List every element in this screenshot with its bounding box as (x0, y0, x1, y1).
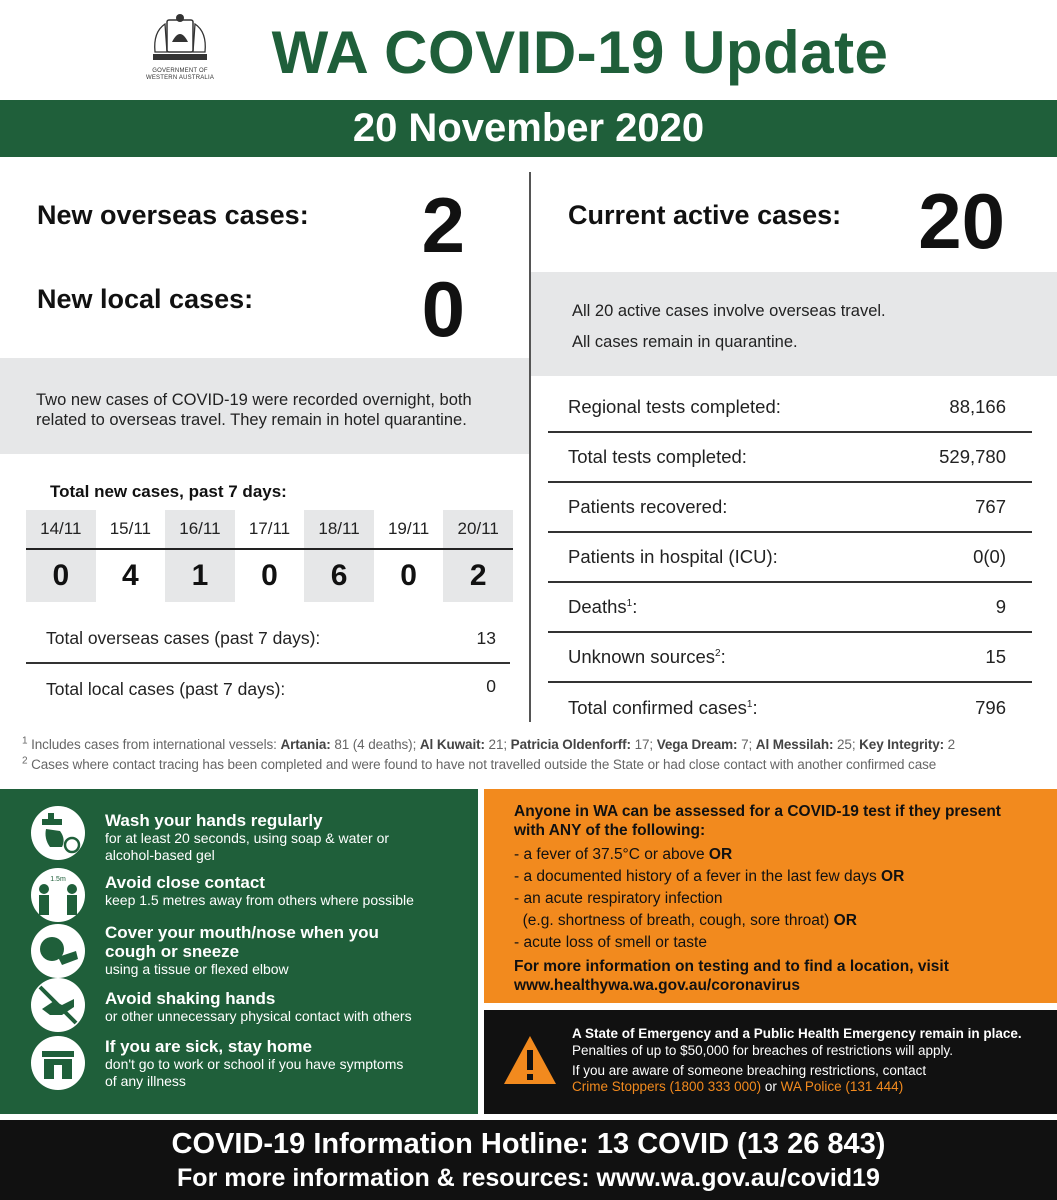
advice-contact (105, 873, 414, 909)
advice-panel (0, 789, 478, 1114)
testing-panel (484, 789, 1057, 1003)
stat-label: Total tests completed: (568, 446, 747, 467)
divider (548, 681, 1032, 683)
new-overseas-label: New overseas cases: (37, 200, 309, 230)
seven-day-values (26, 550, 513, 602)
emergency-contacts (572, 1079, 903, 1095)
new-local-value: 0 (421, 265, 465, 353)
stat-value: 9 (995, 596, 1006, 617)
advice-title: Avoid shaking hands (105, 989, 276, 1008)
day-value: 1 (165, 550, 235, 602)
local-7day-label: Total local cases (past 7 days): (46, 679, 286, 699)
stat-label: Deaths (568, 596, 627, 617)
stat-label: Unknown sources (568, 646, 716, 667)
advice-sub: keep 1.5 metres away from others where possible (105, 892, 414, 908)
or-word: or (761, 1079, 781, 1094)
wash-hands-icon (28, 803, 88, 863)
coat-of-arms-icon (145, 12, 215, 68)
testing-link[interactable]: www.healthywa.wa.gov.au/coronavirus (514, 977, 800, 994)
stat-value: 796 (975, 697, 1006, 718)
column-divider (529, 172, 531, 722)
hotline-footer (0, 1120, 1057, 1200)
advice-title: Cover your mouth/nose when you (105, 923, 379, 942)
vessel-count: 81 (4 deaths); (330, 737, 417, 752)
seven-day-title: Total new cases, past 7 days: (50, 482, 287, 501)
or-word: OR (708, 846, 733, 863)
symptom-item: - acute loss of smell or taste (514, 934, 707, 951)
day-date: 17/11 (248, 519, 291, 538)
stat-value: 529,780 (939, 446, 1006, 467)
advice-sub: for at least 20 seconds, using soap & water or (105, 830, 390, 846)
footnote-text: Includes cases from international vessels: (31, 737, 281, 752)
date-banner: 20 November 2020 (0, 100, 1057, 157)
stat-label: Total confirmed cases (568, 697, 747, 718)
day-date: 18/11 (304, 510, 374, 548)
testing-more-info: For more information on testing and to find a location, visit (514, 958, 949, 975)
colon: : (632, 596, 638, 617)
symptom-item: - an acute respiratory infection (514, 890, 723, 907)
new-local-label: New local cases: (37, 284, 254, 314)
more-info-link[interactable]: For more information & resources: www.wa.gov.au/covid19 (177, 1164, 880, 1192)
stat-row-regional (548, 396, 1032, 418)
stat-value: 88,166 (949, 396, 1006, 417)
emergency-line-2: Penalties of up to $50,000 for breaches of restrictions will apply. (572, 1043, 953, 1058)
vessel-name: Vega Dream: (656, 737, 738, 752)
overseas-7day-value: 13 (476, 628, 496, 648)
crest-line-2: WESTERN AUSTRALIA (145, 75, 215, 81)
stat-row-hospital (548, 546, 1032, 568)
emergency-line-3: If you are aware of someone breaching restrictions, contact (572, 1063, 927, 1078)
symptom-item (514, 910, 1057, 932)
vessel-count: 17; (630, 737, 654, 752)
colon: : (720, 646, 726, 667)
cough-icon (28, 921, 88, 981)
day-value: 0 (261, 559, 278, 592)
home-icon (28, 1033, 88, 1093)
seven-day-dates (26, 510, 513, 548)
day-value: 6 (304, 550, 374, 602)
footnote-number: 1 (22, 735, 28, 747)
no-handshake-icon (28, 975, 88, 1035)
stat-row-recovered (548, 496, 1032, 518)
page-title: WA COVID-19 Update (271, 19, 889, 86)
stat-value: 15 (985, 646, 1006, 667)
cases-summary-box (0, 358, 530, 454)
active-cases-label: Current active cases: (568, 200, 842, 230)
vessel-count: 7; (737, 737, 753, 752)
warning-icon (502, 1034, 558, 1086)
active-notes-box (531, 272, 1057, 376)
symptom-text: - a documented history of a fever in the last few days (514, 868, 882, 885)
local-7day-row (26, 676, 510, 700)
footnote-marker: 1 (626, 597, 633, 609)
advice-sub: using a tissue or flexed elbow (105, 961, 289, 977)
testing-heading: with ANY of the following: (514, 822, 706, 839)
emergency-panel (484, 1010, 1057, 1114)
advice-title: Wash your hands regularly (105, 811, 323, 830)
footnote-number: 2 (22, 755, 28, 767)
symptom-text: (e.g. shortness of breath, cough, sore throat) (514, 912, 834, 929)
advice-wash (105, 811, 389, 864)
seven-day-table (26, 510, 513, 602)
footnote-marker: 1 (746, 698, 753, 710)
wa-police-link[interactable]: WA Police (131 444) (780, 1079, 904, 1094)
vessel-count: 2 (944, 737, 956, 752)
day-value: 4 (122, 559, 139, 592)
divider (548, 431, 1032, 433)
vessel-name: Al Kuwait: (419, 737, 485, 752)
active-note-2: All cases remain in quarantine. (572, 333, 798, 351)
distance-label: 1.5m (50, 876, 66, 883)
overseas-7day-row (26, 628, 510, 649)
advice-title: Avoid close contact (105, 873, 265, 892)
government-crest (140, 12, 220, 92)
crime-stoppers-link[interactable]: Crime Stoppers (1800 333 000) (572, 1079, 762, 1094)
stat-value: 767 (975, 496, 1006, 517)
advice-title: cough or sneeze (105, 942, 240, 961)
hotline-text: COVID-19 Information Hotline: 13 COVID (13 26 843) (171, 1128, 886, 1160)
day-date: 19/11 (387, 519, 430, 538)
overseas-7day-label: Total overseas cases (past 7 days): (46, 628, 321, 648)
symptom-item (514, 844, 1057, 866)
footnote-marker: 2 (715, 647, 721, 659)
divider (548, 631, 1032, 633)
colon: : (752, 697, 758, 718)
day-date: 14/11 (26, 510, 96, 548)
divider (548, 531, 1032, 533)
new-overseas-value: 2 (421, 181, 465, 269)
stat-row-total-tests (548, 446, 1032, 468)
stat-label: Regional tests completed: (568, 396, 781, 417)
vessel-count: 21; (484, 737, 508, 752)
day-value: 2 (443, 550, 513, 602)
day-value: 0 (400, 559, 417, 592)
symptom-text: - a fever of 37.5°C or above (514, 846, 709, 863)
distance-icon (28, 865, 88, 925)
day-value: 0 (26, 550, 96, 602)
stat-label: Patients in hospital (ICU): (568, 546, 778, 567)
advice-sub: or other unnecessary physical contact with others (105, 1008, 412, 1024)
vessel-name: Patricia Oldenforff: (510, 737, 631, 752)
crest-line-1: GOVERNMENT OF (152, 68, 208, 74)
stat-value: 0(0) (973, 546, 1006, 567)
day-date: 15/11 (109, 519, 151, 538)
divider (548, 481, 1032, 483)
active-note-1: All 20 active cases involve overseas travel. (572, 302, 886, 320)
active-cases-value: 20 (918, 177, 1005, 265)
footnote-2 (22, 757, 936, 772)
cases-summary-text: Two new cases of COVID-19 were recorded overnight, both related to overseas travel. They remain in hotel quarantine. (36, 391, 472, 429)
day-date: 20/11 (443, 510, 513, 548)
vessel-name: Al Messilah: (755, 737, 834, 752)
footnote-1 (22, 737, 955, 752)
advice-handshake (105, 989, 412, 1025)
vessel-name: Artania: (280, 737, 331, 752)
advice-stay-home (105, 1037, 403, 1090)
advice-cover (105, 923, 379, 978)
emergency-line-1: A State of Emergency and a Public Health Emergency remain in place. (572, 1026, 1022, 1041)
stat-row-unknown (548, 646, 1032, 668)
stat-row-deaths (548, 596, 1032, 618)
or-word: OR (833, 912, 857, 929)
local-7day-value: 0 (486, 676, 496, 696)
day-date: 16/11 (165, 510, 235, 548)
stat-row-confirmed (548, 697, 1032, 719)
advice-sub: don't go to work or school if you have symptoms (105, 1056, 404, 1072)
advice-sub: alcohol-based gel (105, 847, 215, 863)
vessel-count: 25; (833, 737, 856, 752)
vessel-name: Key Integrity: (859, 737, 945, 752)
advice-title: If you are sick, stay home (105, 1037, 312, 1056)
stat-label: Patients recovered: (568, 496, 728, 517)
divider (26, 662, 510, 664)
testing-heading: Anyone in WA can be assessed for a COVID-19 test if they present (514, 803, 1001, 820)
symptom-item (514, 866, 1057, 888)
advice-sub: of any illness (105, 1073, 186, 1089)
or-word: OR (881, 868, 905, 885)
footnote-text: Cases where contact tracing has been completed and were found to have not travelled outside the State or had close contact with another confirmed case (31, 757, 937, 772)
divider (548, 581, 1032, 583)
